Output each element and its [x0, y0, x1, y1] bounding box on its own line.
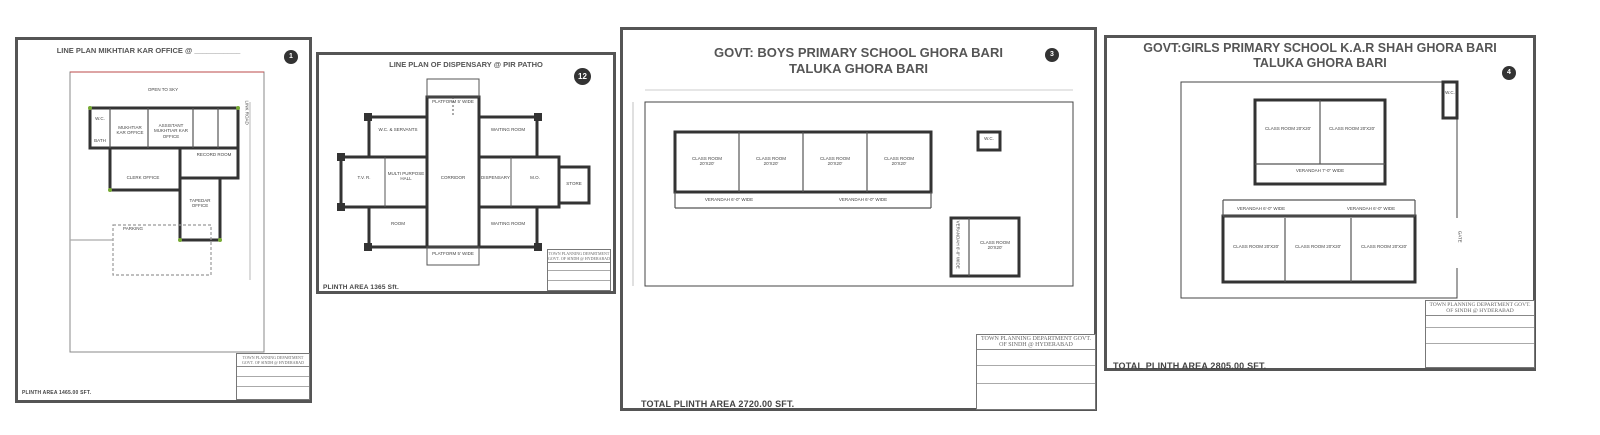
- sheet-number-badge: 1: [284, 50, 298, 64]
- plinth-area: PLINTH AREA 1365 Sft.: [323, 284, 399, 291]
- room-label: W.C.: [1445, 90, 1455, 95]
- title-block: TOWN PLANNING DEPARTMENT GOVT. OF SINDH @ HYDERABAD: [1425, 300, 1535, 368]
- room-label: CLASS ROOM 20'X20': [979, 240, 1010, 251]
- room-label: T.V. R.: [357, 175, 371, 180]
- room-label: DISPENSARY: [481, 175, 510, 180]
- room-label: VERANDAH 6'-0" WIDE: [1236, 206, 1286, 211]
- room-label: BATH: [94, 138, 106, 143]
- room-label: W.C.: [984, 136, 994, 141]
- room-label: CLASS ROOM 20'X20': [1361, 244, 1407, 249]
- sheet-girls-primary-school: [1104, 35, 1536, 371]
- room-label: M.O.: [530, 175, 540, 180]
- sheet-subtitle: TALUKA GHORA BARI: [789, 61, 928, 76]
- room-label: WAITING ROOM: [490, 127, 526, 132]
- plinth-area: TOTAL PLINTH AREA 2805.00 SFT.: [1113, 361, 1267, 371]
- title-block: TOWN PLANNING DEPARTMENT GOVT. OF SINDH @ HYDERABAD: [976, 334, 1096, 410]
- room-label: PARKING: [123, 226, 143, 231]
- sheet-number-badge: 3: [1045, 48, 1059, 62]
- sheet-title: GOVT: BOYS PRIMARY SCHOOL GHORA BARI: [714, 45, 1003, 60]
- room-label: PLATFORM 5' WIDE: [432, 99, 474, 104]
- sheet-title: LINE PLAN MIKHTIAR KAR OFFICE @ ___________: [56, 46, 241, 55]
- room-label: W.C. & SERVANTS: [378, 127, 418, 132]
- floor-plan-drawing: [18, 40, 309, 400]
- room-label: VERANDAH 7'-0" WIDE: [1295, 168, 1345, 173]
- sheet-title: LINE PLAN OF DISPENSARY @ PIR PATHO: [389, 60, 543, 69]
- room-label: CLASS ROOM 20'X20': [1329, 126, 1375, 131]
- room-label: OPEN TO SKY: [147, 87, 179, 92]
- room-label: VERANDAH 6'-0" WIDE: [1346, 206, 1396, 211]
- room-label: W.C.: [95, 116, 105, 121]
- room-label: TAPEDAR OFFICE: [189, 198, 211, 209]
- room-label: CLASS ROOM 20'X20': [1233, 244, 1279, 249]
- room-label: PLATFORM 5' WIDE: [432, 251, 474, 256]
- room-label: MUKHTIAR KAR OFFICE: [116, 125, 144, 136]
- sheet-number-badge: 4: [1502, 66, 1516, 80]
- title-block: TOWN PLANNING DEPARTMENT GOVT. OF SINDH @ HYDERABAD: [236, 353, 310, 400]
- room-label: STORE: [566, 181, 582, 186]
- plinth-area: TOTAL PLINTH AREA 2720.00 SFT.: [641, 399, 795, 409]
- room-label: CLERK OFFICE: [126, 175, 160, 180]
- room-label: VERANDAH 6'-0" WIDE: [838, 197, 888, 202]
- room-label: ASSISTANT MUKHTIAR KAR OFFICE: [153, 123, 188, 139]
- room-label: CLASS ROOM 20'X20': [1265, 126, 1311, 131]
- room-label: ROOM: [391, 221, 405, 226]
- gate-label: GATE: [1457, 230, 1463, 243]
- room-label: VERANDAH 6'-0" WIDE: [704, 197, 754, 202]
- room-label: CLASS ROOM 20'X20': [691, 156, 722, 167]
- road-label: LINK ROAD: [244, 100, 250, 125]
- room-label: CLASS ROOM 20'X20': [755, 156, 786, 167]
- title-block: TOWN PLANNING DEPARTMENT GOVT. OF SINDH @ HYDERABAD: [547, 249, 611, 291]
- room-label: CLASS ROOM 20'X20': [1295, 244, 1341, 249]
- sheet-subtitle: TALUKA GHORA BARI: [1253, 56, 1387, 70]
- room-label: CLASS ROOM 20'X20': [819, 156, 850, 167]
- room-label: CORRIDOR: [440, 175, 466, 180]
- plinth-area: PLINTH AREA 1465.00 SFT.: [22, 390, 92, 396]
- room-label: RECORD ROOM: [196, 152, 232, 157]
- room-label: WAITING ROOM: [490, 221, 526, 226]
- sheet-boys-primary-school: [620, 27, 1097, 411]
- sheet-title: GOVT:GIRLS PRIMARY SCHOOL K.A.R SHAH GHORA BARI: [1143, 41, 1497, 55]
- room-label: CLASS ROOM 20'X20': [883, 156, 914, 167]
- sheet-number-badge: 12: [574, 68, 591, 85]
- room-label: VERANDAH 6'-0" WIDE: [955, 220, 961, 269]
- sheet-dispensary: [316, 52, 616, 294]
- room-label: MULTI PURPOSE HALL: [387, 171, 425, 182]
- sheet-mukhtiar-kar-office: [15, 37, 312, 403]
